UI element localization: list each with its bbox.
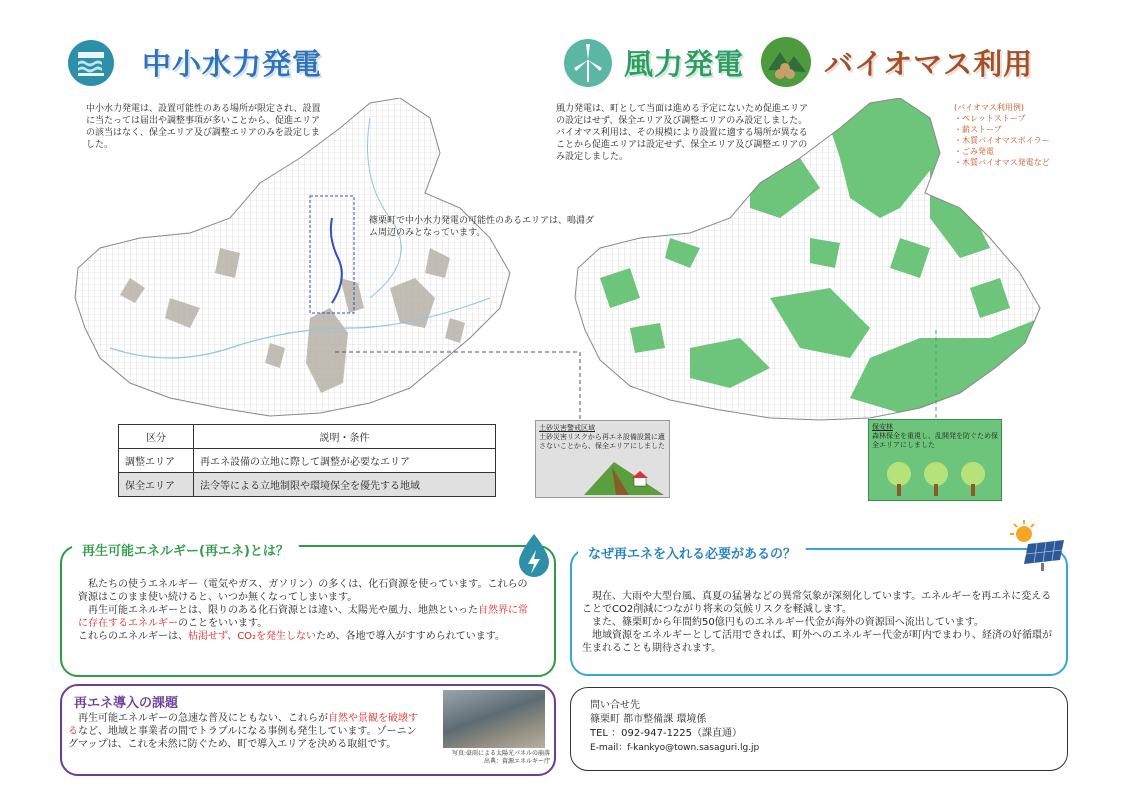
hydro-icon [68, 40, 114, 90]
issues-body [68, 712, 420, 751]
hydro-map-note: 篠栗町で中小水力発電の可能性のあるエリアは、鳴淵ダム周辺のみとなっています。 [369, 216, 595, 238]
biomass-icon [760, 36, 812, 92]
renewable-p2 [78, 604, 534, 630]
renewable-p3-highlight: 枯渇せず、CO₂を発生しない [188, 631, 317, 642]
photo-caption: 写真:豪雨による太陽光パネルの崩落 [451, 750, 550, 757]
why-body [582, 590, 1058, 655]
issues-photo-caption [424, 750, 550, 766]
legend-zone: 調整エリア [119, 449, 194, 473]
renewable-p3a: これらのエネルギーは、 [78, 631, 188, 642]
solar-panel-icon [1010, 520, 1066, 572]
renewable-icon [517, 534, 551, 582]
legend-desc: 法令等による立地制限や環境保全を優先する地域 [194, 473, 496, 497]
renewable-p3b: ため、各地で導入がすすめられています。 [316, 631, 505, 642]
legend-zone: 保全エリア [119, 473, 194, 497]
biomass-example-item: ・木質バイオマス発電など [954, 158, 1050, 167]
forest-trees-icon [881, 460, 991, 498]
contact-heading: 問い合せ先 [590, 700, 640, 711]
biomass-icon [760, 36, 812, 88]
wind-title: 風力発電 [624, 47, 745, 81]
wind-icon [563, 38, 613, 92]
forest-callout [868, 419, 1002, 501]
legend-row [119, 449, 496, 473]
wind-map [570, 98, 1060, 432]
renewable-p2-highlight: 自然界に常に存在するエネルギー [78, 605, 528, 629]
renewable-body [78, 578, 534, 643]
biomass-example-item: ・薪ストーブ [954, 125, 1002, 134]
contact-dept: 篠栗町 都市整備課 環境係 [590, 714, 707, 725]
legend-header-desc: 説明・条件 [194, 425, 496, 449]
photo-source: 出典：資源エネルギー庁 [483, 758, 550, 765]
issues-highlight: 自然や景観を破壊する [68, 713, 418, 737]
zone-legend-table [118, 424, 496, 497]
biomass-examples-title: (バイオマス利用例) [954, 103, 1025, 112]
legend-desc: 再エネ設備の立地に際して調整が必要なエリア [194, 449, 496, 473]
why-title: なぜ再エネを入れる必要があるの？ [578, 541, 806, 564]
contact-tel: TEL ：092-947-1225（課直通） [590, 728, 743, 739]
wind-text: 風力発電は、町として当面は進める予定にないため促進エリアの設定はせず、保全エリア及び調整エリアのみ設定しました。 [556, 104, 809, 126]
lightning-drop-icon [517, 534, 551, 578]
landslide-text: 土砂災害リスクから再エネ設備設置に適さないことから、保全エリアにしました [539, 433, 665, 450]
legend-header-row [119, 425, 496, 449]
hydro-description: 中小水力発電は、設置可能性のある場所が限定され、設置に当たっては届出や調整事項が多いことから、促進エリアの該当はなく、保全エリア及び調整エリアのみを設定しました。 [86, 104, 321, 150]
issues-p-b: など、地域と事業者の間でトラブルになる事例も発生しています。ゾーニングマップは、これを未然に防ぐため、町で導入エリアを決める取組です。 [68, 726, 417, 750]
biomass-example-item: ・木質バイオマスボイラー [954, 136, 1050, 145]
hydro-map [70, 98, 545, 427]
hydro-title: 中小水力発電 [142, 47, 323, 81]
legend-row [119, 473, 496, 497]
contact-body [590, 699, 1050, 755]
forest-text: 森林保全を重視し、乱開発を防ぐため保全エリアにしました [872, 432, 998, 449]
why-p1: 現在、大雨や大型台風、真夏の猛暑などの異常気象が深刻化しています。エネルギーを再エネに変えることでCO2削減につながり将来の気候リスクを軽減します。 [582, 591, 1052, 615]
water-dam-icon [68, 40, 114, 86]
renewable-p2a: 再生可能エネルギーとは、限りのある化石資源とは違い、太陽光や風力、地熱といった [88, 605, 478, 616]
why-p3: 地域資源をエネルギーとして活用できれば、町外へのエネルギー代金が町内でまわり、経済の好循環が生まれることも期待されます。 [582, 630, 1052, 654]
issues-p-a: 再生可能エネルギーの急速な普及にともない、これらが [78, 713, 328, 724]
why-p2: また、篠栗町から年間約50億円ものエネルギー代金が海外の資源国へ流出しています。 [592, 617, 984, 628]
legend-header-zone: 区分 [119, 425, 194, 449]
renewable-title: 再生可能エネルギー(再エネ)とは？ [72, 538, 299, 561]
issues-title: 再エネ導入の課題 [74, 696, 179, 711]
forest-title: 保安林 [872, 423, 893, 431]
biomass-title: バイオマス利用 [824, 47, 1034, 81]
biomass-text: バイオマス利用は、その規模により設置に適する場所が異なることから促進エリアは設定せず、保全エリア及び調整エリアのみ設定しました。 [556, 128, 808, 162]
why-icon [1010, 520, 1066, 576]
landslide-title: 土砂災害警戒区域 [539, 424, 595, 432]
biomass-example-item: ・ごみ発電 [954, 147, 994, 156]
landslide-callout [535, 420, 670, 498]
biomass-example-item: ・ペレットストーブ [954, 114, 1026, 123]
landslide-illustration-icon [584, 457, 664, 495]
contact-email[interactable]: E-mail：f-kankyo@town.sasaguri.lg.jp [590, 743, 760, 753]
issues-photo [443, 690, 545, 748]
wind-turbine-icon [563, 38, 613, 88]
renewable-p3 [78, 630, 534, 643]
renewable-p2b: のことをいいます。 [178, 618, 268, 629]
renewable-p1: 私たちの使うエネルギー（電気やガス、ガソリン）の多くは、化石資源を使っています。これらの資源はこのまま使い続けると、いつか無くなってしまいます。 [78, 579, 528, 603]
